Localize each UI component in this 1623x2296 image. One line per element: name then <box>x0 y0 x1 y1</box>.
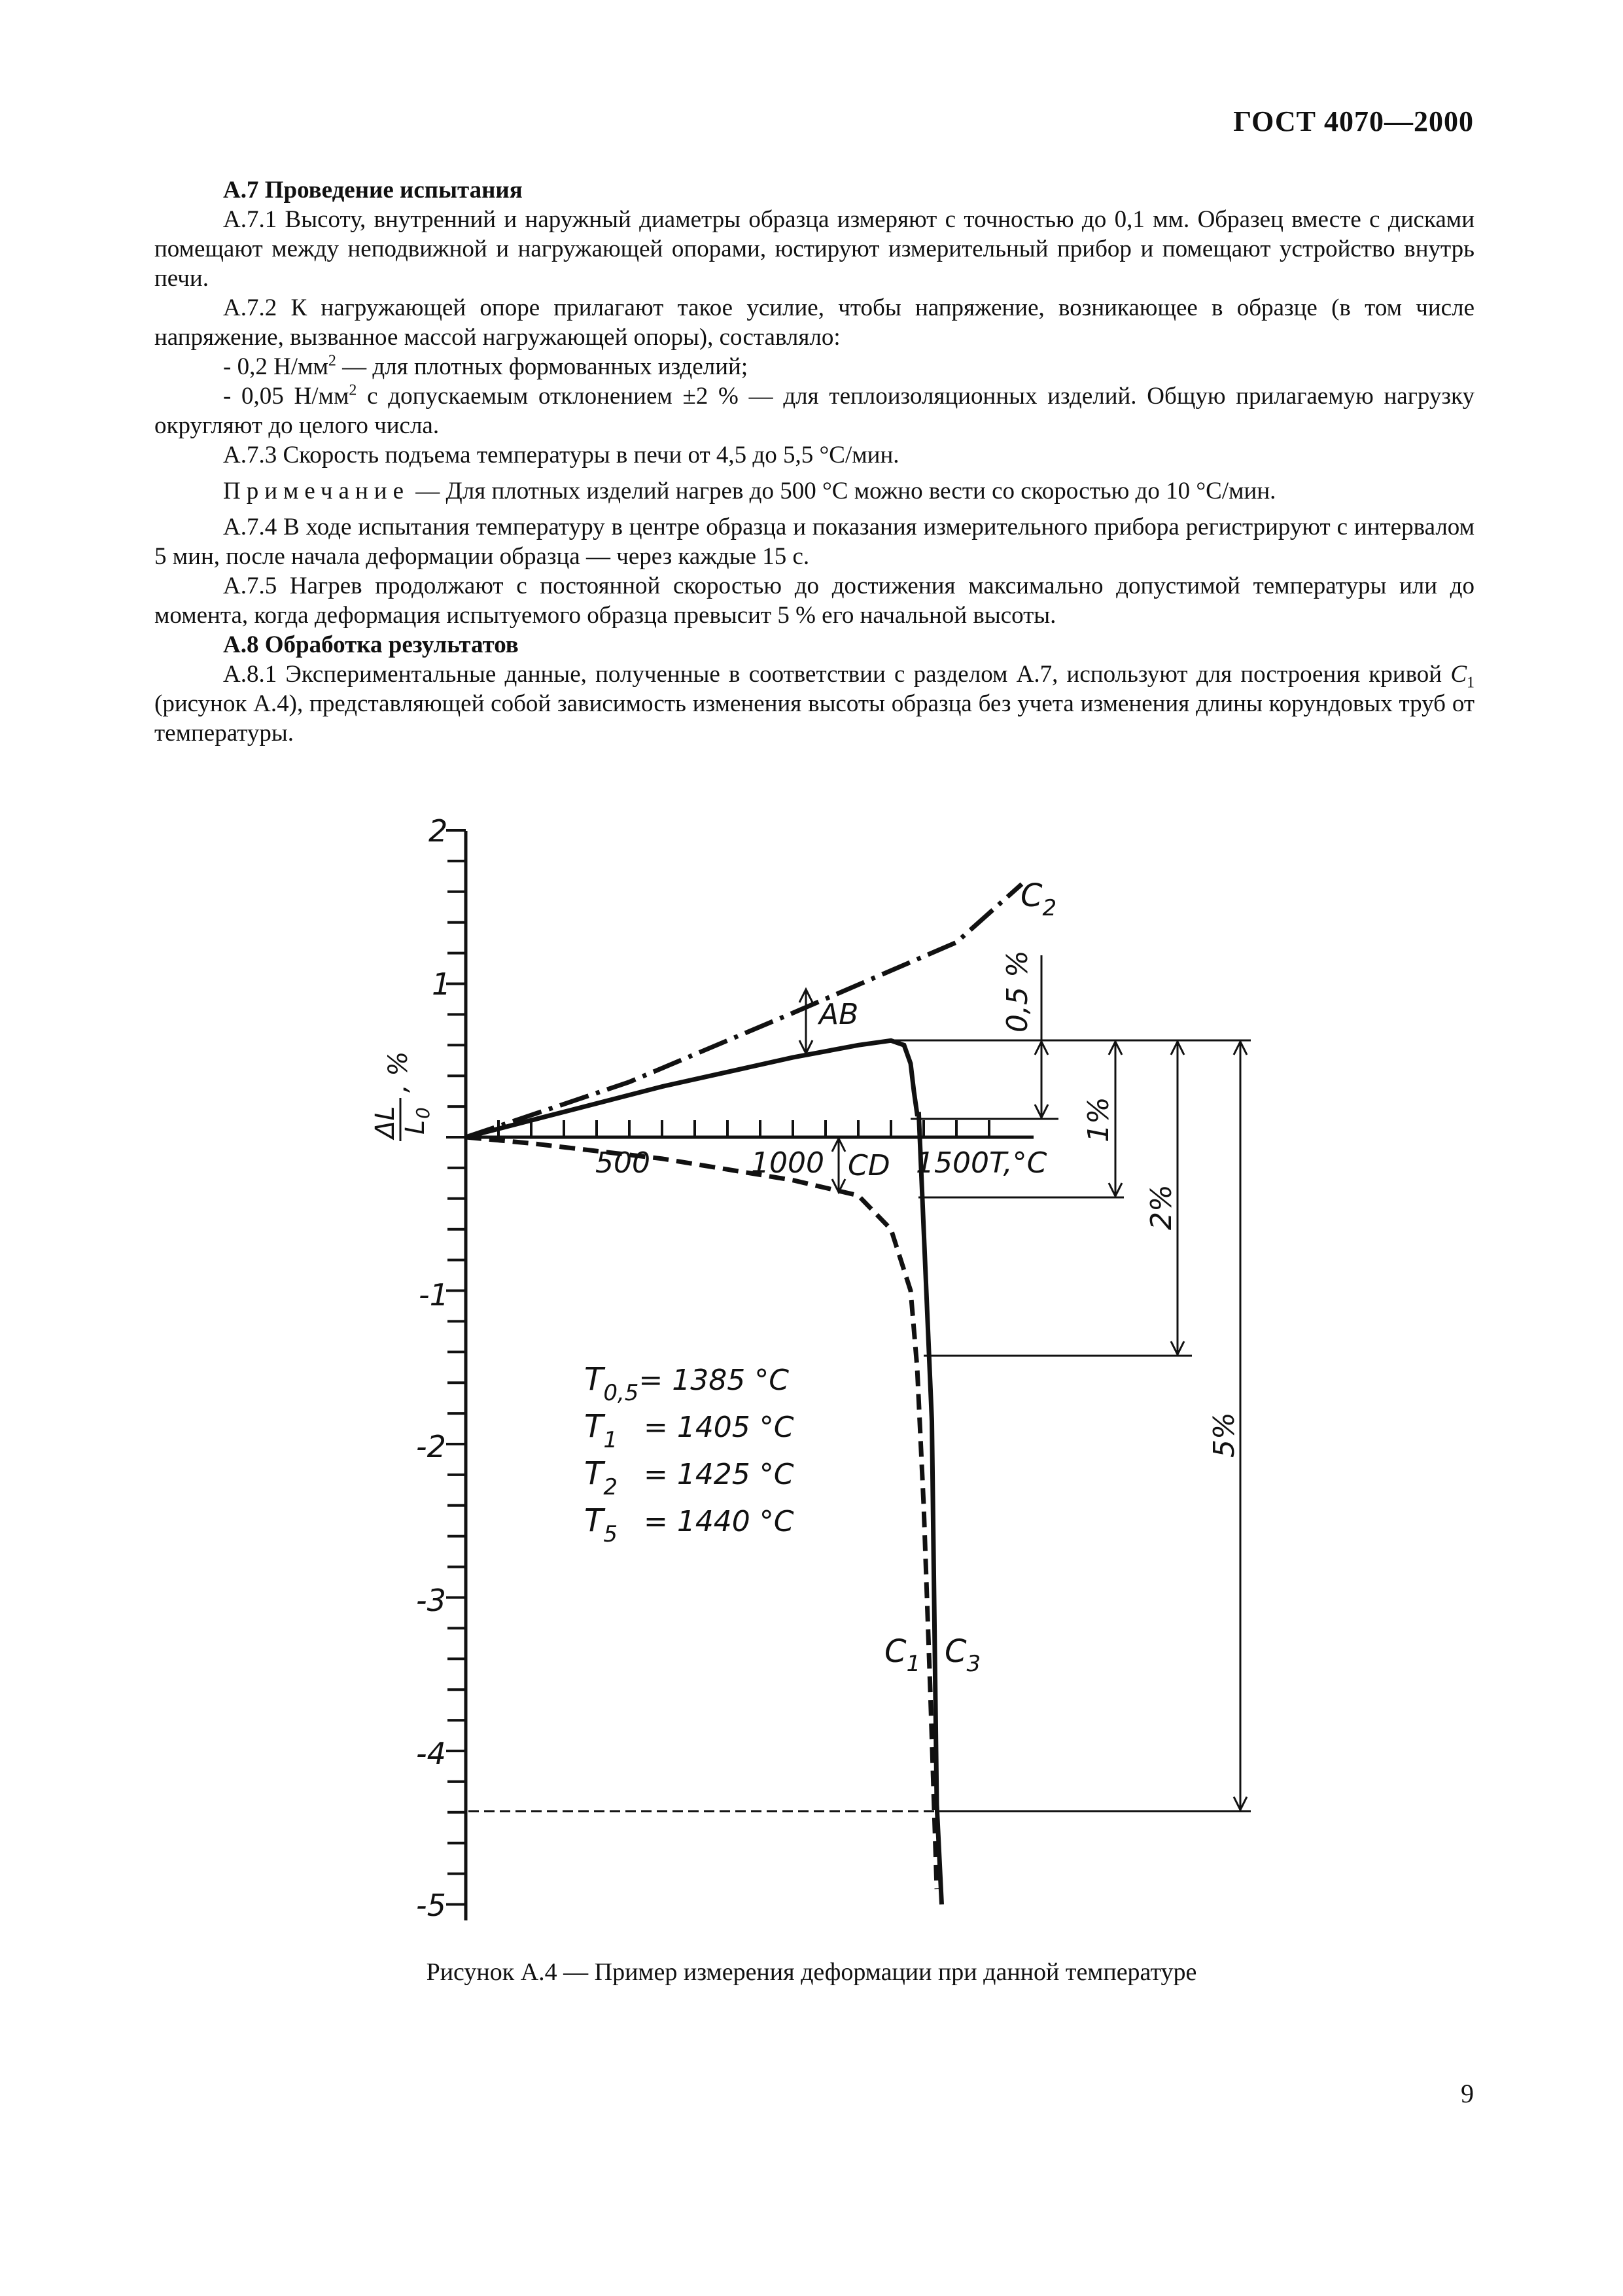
temp-value: = 1425 °C <box>643 1458 794 1491</box>
temp-value: = 1385 °C <box>638 1364 789 1397</box>
y-axis-label-unit: , % <box>383 1051 413 1093</box>
list-item-insulating <box>154 381 1475 440</box>
dimension-2 <box>1145 1042 1184 1354</box>
list-item-dense <box>154 352 1475 381</box>
dimension-05 <box>1001 950 1048 1118</box>
section-heading-a7: А.7 Проведение испытания <box>223 177 523 203</box>
curve-label-c3 <box>945 1633 981 1677</box>
temp-row-05 <box>584 1361 789 1406</box>
curve-label-letter: C <box>1021 877 1043 914</box>
list-item-text: — для плотных формованных изделий; <box>336 353 748 380</box>
curve-label-sub: 1 <box>906 1651 921 1677</box>
paragraph-a7-5: А.7.5 Нагрев продолжают с постоянной скоростью до достижения максимально допустимой температуры или до момента, когда деформация испытуемого образца превысит 5 % его начальной высоты. <box>154 573 1475 629</box>
y-tick-label-neg2: -2 <box>416 1429 446 1464</box>
deformation-chart <box>0 785 1623 1950</box>
annotation-cd: CD <box>848 1149 890 1182</box>
x-axis-label: T,°C <box>989 1146 1047 1180</box>
temp-symbol: T <box>584 1408 604 1445</box>
note-text: — Для плотных изделий нагрев до 500 °С можно вести со скоростью до 10 °С/мин. <box>410 478 1276 504</box>
paragraph-text: А.8.1 Экспериментальные данные, полученные в соответствии с разделом А.7, используют для построения кривой <box>223 661 1451 688</box>
curve-c2 <box>466 884 1022 1137</box>
temp-row-2 <box>584 1455 794 1500</box>
x-tick-label-500: 500 <box>595 1146 650 1180</box>
temp-value: = 1405 °C <box>643 1411 794 1444</box>
temperature-table <box>584 1361 794 1547</box>
list-item-text: с допускаемым отклонением ±2 % — для теплоизоляционных изделий. Общую прилагаемую нагрузку округляют до целого числа. <box>154 383 1475 439</box>
dimension-label-1: 1% <box>1082 1097 1115 1142</box>
y-tick-label-2: 2 <box>428 813 448 849</box>
curve-symbol: C <box>1450 661 1467 688</box>
dimension-1 <box>1082 1042 1122 1196</box>
page-number: 9 <box>1461 2079 1474 2108</box>
figure-caption: Рисунок А.4 — Пример измерения деформации при данной температуре <box>426 1958 1197 1986</box>
y-axis-label-numerator: ΔL <box>370 1106 400 1139</box>
curve-label-c1 <box>884 1633 920 1677</box>
x-axis-ticks <box>498 1120 989 1137</box>
dimension-5 <box>1208 1042 1247 1810</box>
subscript: 1 <box>1467 674 1475 692</box>
list-item-text: - 0,05 Н/мм <box>223 383 349 410</box>
body-text <box>154 175 1475 748</box>
section-heading-a8: А.8 Обработка результатов <box>223 631 519 658</box>
note-label: Примечание <box>223 478 410 504</box>
curve-label-sub: 3 <box>966 1651 981 1677</box>
curve-label-letter: C <box>884 1633 907 1670</box>
curve-label-letter: C <box>945 1633 967 1670</box>
curve-label-sub: 2 <box>1042 895 1057 921</box>
x-tick-label-1500: 1500 <box>916 1146 989 1180</box>
temp-value: = 1440 °C <box>643 1505 794 1538</box>
superscript: 2 <box>328 352 336 370</box>
temp-row-5 <box>584 1502 794 1547</box>
paragraph-a7-2: А.7.2 К нагружающей опоре прилагают такое усилие, чтобы напряжение, возникающее в образце (в том числе напряжение, вызванное массой нагружающей опоры), составляло: <box>154 294 1475 351</box>
paragraph-a7-3: А.7.3 Скорость подъема температуры в печи от 4,5 до 5,5 °С/мин. <box>223 442 899 468</box>
temp-symbol: T <box>584 1455 604 1492</box>
y-tick-label-neg5: -5 <box>416 1888 446 1923</box>
list-item-text: - 0,2 Н/мм <box>223 353 328 380</box>
paragraph-a7-4: А.7.4 В ходе испытания температуру в центре образца и показания измерительного прибора регистрируют с интервалом 5 мин, после начала деформации образца — через каждые 15 с. <box>154 514 1475 570</box>
y-axis-label-denominator-sub: 0 <box>412 1107 434 1119</box>
paragraph-a8-1 <box>154 660 1475 748</box>
paragraph-text: (рисунок А.4), представляющей собой зависимость изменения высоты образца без учета изменения длины корундовых труб от температуры. <box>154 690 1475 747</box>
temp-sub: 1 <box>603 1427 618 1453</box>
paragraph-a7-1: А.7.1 Высоту, внутренний и наружный диаметры образца измеряют с точностью до 0,1 мм. Образец вместе с дисками помещают между неподвижной и нагружающей опорами, юстируют измерительный прибор и помещают устройство внутрь печи. <box>154 206 1475 292</box>
y-tick-label-neg3: -3 <box>416 1583 446 1618</box>
superscript: 2 <box>349 381 357 399</box>
dimension-label-05: 0,5 % <box>1001 950 1034 1033</box>
y-tick-label-1: 1 <box>432 966 451 1002</box>
dimension-label-2: 2% <box>1145 1184 1178 1230</box>
y-axis-label <box>370 1051 434 1141</box>
note <box>154 476 1475 506</box>
temp-sub: 2 <box>603 1474 618 1500</box>
temp-row-1 <box>584 1408 794 1453</box>
curve-label-c2 <box>1021 877 1056 921</box>
dimension-label-5: 5% <box>1208 1412 1241 1458</box>
temp-sub: 0,5 <box>603 1380 639 1406</box>
standard-header: ГОСТ 4070—2000 <box>1233 105 1474 137</box>
temp-symbol: T <box>584 1502 604 1539</box>
y-tick-label-neg1: -1 <box>419 1277 449 1313</box>
temp-sub: 5 <box>603 1521 618 1547</box>
annotation-ab: AB <box>819 998 859 1031</box>
y-axis-label-denominator: L <box>400 1120 430 1135</box>
y-tick-label-neg4: -4 <box>416 1736 446 1771</box>
temp-symbol: T <box>584 1361 604 1398</box>
x-tick-label-1000: 1000 <box>751 1146 824 1180</box>
